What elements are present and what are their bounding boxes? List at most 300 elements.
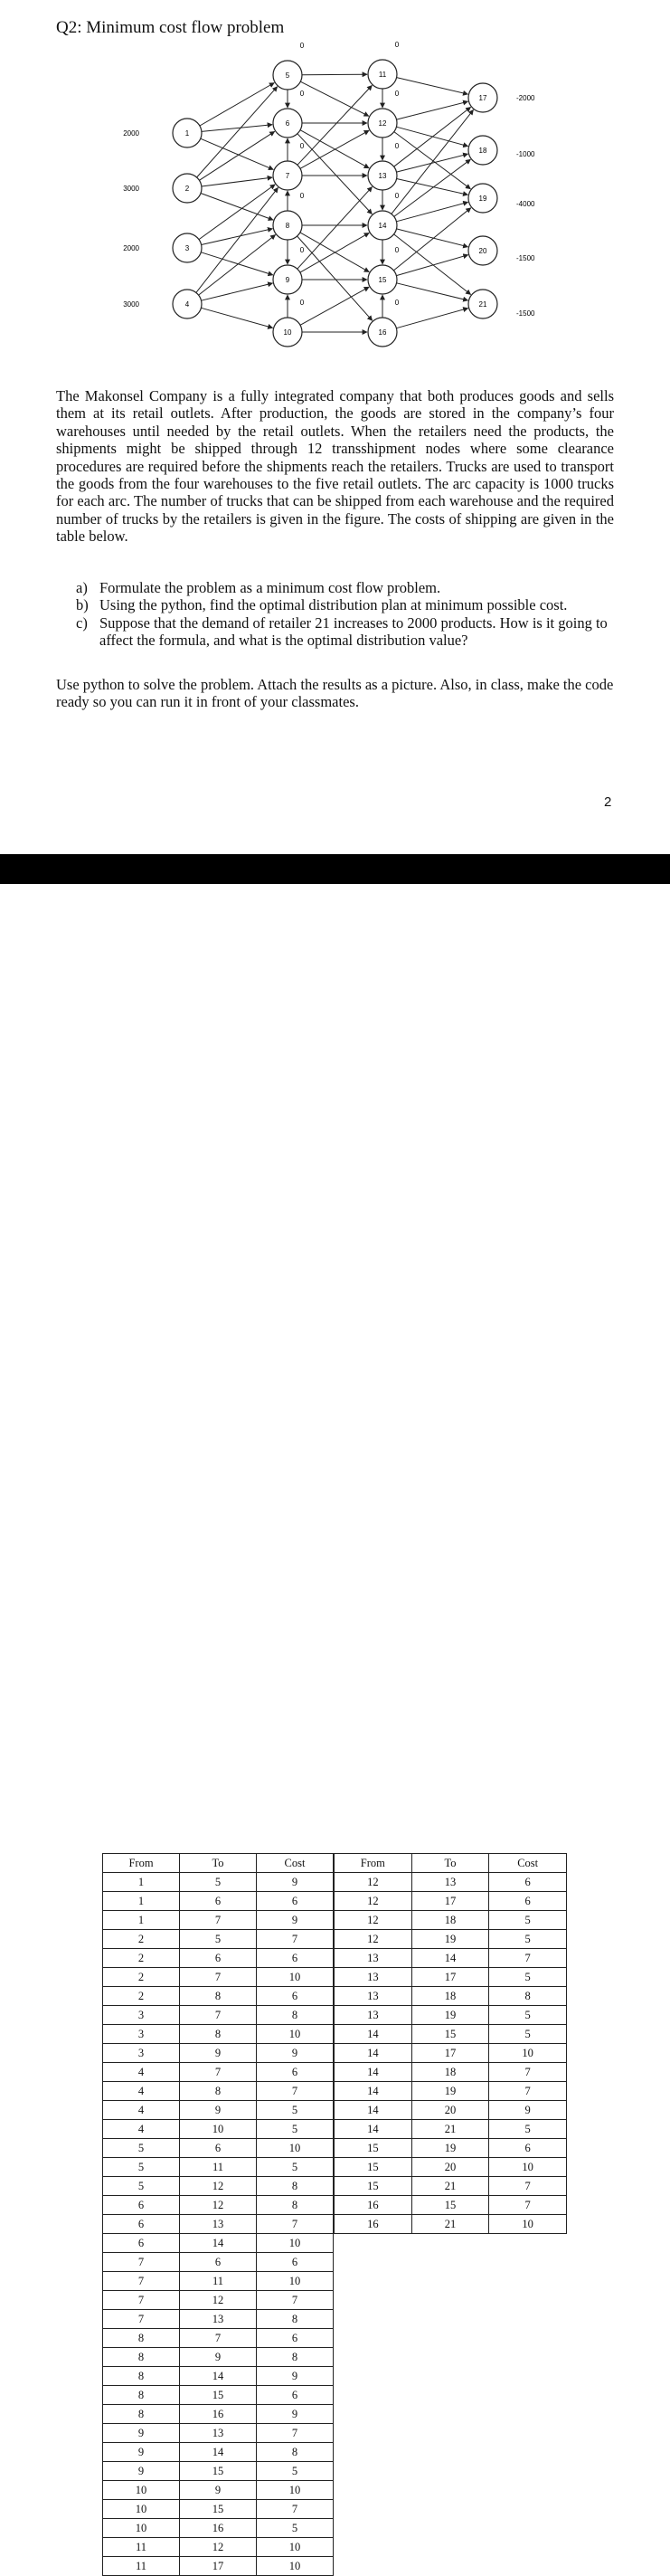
network-node [273, 192, 305, 240]
node-supply-label: 0 [299, 299, 305, 307]
cost-cell: 8 [257, 2443, 334, 2462]
table-row [335, 1949, 567, 1968]
to-cell: 18 [411, 1987, 489, 2006]
header-cost: Cost [257, 1854, 334, 1873]
node-supply-label: -1500 [516, 309, 535, 318]
cost-cell: 10 [257, 2025, 334, 2044]
table-row [103, 2329, 334, 2348]
network-node [368, 299, 400, 347]
network-arc [201, 194, 273, 221]
from-cell: 13 [335, 1968, 412, 1987]
network-arc [297, 236, 373, 320]
node-supply-label: 2000 [123, 244, 139, 252]
network-arc [396, 309, 467, 328]
to-cell: 6 [180, 2253, 257, 2272]
to-cell: 14 [411, 1949, 489, 1968]
cost-cell: 5 [489, 2025, 567, 2044]
node-supply-label: 0 [394, 299, 400, 307]
to-cell: 15 [411, 2025, 489, 2044]
cost-cell: 6 [257, 2063, 334, 2082]
question-item [76, 614, 615, 650]
cost-cell: 9 [257, 1873, 334, 1892]
table-row [335, 1892, 567, 1911]
to-cell: 7 [180, 2063, 257, 2082]
node-label: 2 [184, 185, 190, 193]
from-cell: 11 [103, 2557, 180, 2576]
table-header-row [335, 1854, 567, 1873]
network-arc [202, 177, 272, 186]
table-row [335, 2006, 567, 2025]
from-cell: 14 [335, 2044, 412, 2063]
network-arcs [196, 74, 474, 332]
page-separator-band [0, 854, 670, 884]
network-arc [302, 74, 367, 75]
node-supply-label: 0 [394, 142, 400, 150]
header-from: From [335, 1854, 412, 1873]
from-cell: 8 [103, 2386, 180, 2405]
cost-cell: 10 [257, 2272, 334, 2291]
table-row [103, 2367, 334, 2386]
from-cell: 2 [103, 1968, 180, 1987]
instructions-paragraph: Use python to solve the problem. Attach the results as a picture. Also, in class, make the code ready so you can run it in front of your classmates. [56, 676, 614, 711]
table-row [103, 2272, 334, 2291]
network-arc [392, 109, 474, 214]
table-row [103, 2120, 334, 2139]
document-page-top [0, 0, 670, 854]
cost-cell: 7 [257, 2424, 334, 2443]
to-cell: 12 [180, 2538, 257, 2557]
table-row [103, 2386, 334, 2405]
table-row [103, 1911, 334, 1930]
node-supply-label: 0 [394, 90, 400, 98]
to-cell: 15 [180, 2386, 257, 2405]
from-cell: 4 [103, 2063, 180, 2082]
from-cell: 1 [103, 1892, 180, 1911]
network-arc [201, 252, 272, 275]
node-label: 8 [285, 222, 290, 230]
network-node [123, 233, 202, 262]
node-label: 4 [184, 300, 190, 309]
network-arc [297, 85, 373, 165]
network-arc [202, 125, 272, 132]
network-node [468, 136, 535, 165]
from-cell: 3 [103, 2025, 180, 2044]
cost-cell: 7 [489, 2063, 567, 2082]
from-cell: 8 [103, 2348, 180, 2367]
node-label: 9 [285, 276, 290, 284]
table-row [103, 2310, 334, 2329]
table-header-row [103, 1854, 334, 1873]
network-node [123, 119, 202, 147]
from-cell: 5 [103, 2158, 180, 2177]
cost-cell: 10 [489, 2158, 567, 2177]
to-cell: 15 [180, 2500, 257, 2519]
to-cell: 13 [411, 1873, 489, 1892]
cost-cell: 7 [257, 1930, 334, 1949]
to-cell: 12 [180, 2196, 257, 2215]
node-supply-label: 0 [299, 246, 305, 254]
network-node [273, 142, 305, 190]
network-arc [396, 255, 467, 276]
table-row [103, 2139, 334, 2158]
to-cell: 19 [411, 2006, 489, 2025]
network-arc [397, 78, 468, 95]
cost-cell: 8 [257, 2177, 334, 2196]
table-row [335, 2215, 567, 2234]
to-cell: 8 [180, 2025, 257, 2044]
table-row [335, 2063, 567, 2082]
cost-cell: 7 [489, 2196, 567, 2215]
cost-cell: 5 [489, 2006, 567, 2025]
cost-cell: 5 [257, 2120, 334, 2139]
node-supply-label: -2000 [516, 94, 535, 102]
to-cell: 8 [180, 1987, 257, 2006]
cost-table-left-body [103, 1873, 334, 2576]
node-label: 16 [378, 328, 387, 337]
network-arc [202, 283, 273, 300]
from-cell: 2 [103, 1987, 180, 2006]
question-title: Q2: Minimum cost flow problem [56, 18, 285, 37]
to-cell: 9 [180, 2348, 257, 2367]
network-arc [297, 134, 373, 214]
cost-cell: 5 [257, 2101, 334, 2120]
cost-table-left [102, 1853, 334, 2576]
to-cell: 20 [411, 2101, 489, 2120]
node-supply-label: -1500 [516, 254, 535, 262]
to-cell: 9 [180, 2101, 257, 2120]
from-cell: 9 [103, 2443, 180, 2462]
table-row [335, 2082, 567, 2101]
node-label: 1 [184, 129, 190, 138]
network-node [468, 290, 535, 318]
from-cell: 8 [103, 2405, 180, 2424]
from-cell: 1 [103, 1911, 180, 1930]
to-cell: 21 [411, 2215, 489, 2234]
from-cell: 12 [335, 1892, 412, 1911]
cost-cell: 8 [257, 2006, 334, 2025]
table-row [335, 2101, 567, 2120]
network-node [273, 42, 305, 90]
table-row [335, 2044, 567, 2063]
network-arc [196, 187, 278, 292]
from-cell: 16 [335, 2196, 412, 2215]
to-cell: 21 [411, 2120, 489, 2139]
from-cell: 7 [103, 2291, 180, 2310]
to-cell: 19 [411, 1930, 489, 1949]
from-cell: 3 [103, 2006, 180, 2025]
cost-cell: 7 [489, 2082, 567, 2101]
network-node [123, 290, 202, 318]
header-to: To [411, 1854, 489, 1873]
from-cell: 1 [103, 1873, 180, 1892]
cost-cell: 6 [257, 1949, 334, 1968]
to-cell: 5 [180, 1930, 257, 1949]
from-cell: 4 [103, 2101, 180, 2120]
to-cell: 17 [411, 1892, 489, 1911]
table-row [103, 1930, 334, 1949]
cost-cell: 7 [489, 1949, 567, 1968]
from-cell: 12 [335, 1930, 412, 1949]
from-cell: 6 [103, 2196, 180, 2215]
from-cell: 2 [103, 1930, 180, 1949]
to-cell: 6 [180, 1949, 257, 1968]
to-cell: 13 [180, 2424, 257, 2443]
from-cell: 5 [103, 2177, 180, 2196]
table-row [103, 2405, 334, 2424]
cost-cell: 10 [257, 2538, 334, 2557]
cost-cell: 10 [257, 2557, 334, 2576]
question-label: b) [76, 596, 89, 614]
table-row [335, 1968, 567, 1987]
cost-cell: 6 [257, 2329, 334, 2348]
table-row [103, 2025, 334, 2044]
table-row [335, 1911, 567, 1930]
to-cell: 13 [180, 2215, 257, 2234]
from-cell: 16 [335, 2215, 412, 2234]
network-arc [202, 229, 273, 245]
network-arc [297, 187, 373, 270]
network-node [273, 90, 305, 138]
node-label: 17 [478, 94, 487, 102]
cost-cell: 5 [489, 1968, 567, 1987]
node-supply-label: 0 [299, 42, 305, 50]
table-row [103, 2500, 334, 2519]
question-text: Suppose that the demand of retailer 21 increases to 2000 products. How is it going to affect the formula, and what is the optimal distribution value? [99, 613, 608, 650]
from-cell: 4 [103, 2120, 180, 2139]
from-cell: 10 [103, 2519, 180, 2538]
table-row [103, 2158, 334, 2177]
table-row [335, 1930, 567, 1949]
from-cell: 13 [335, 1987, 412, 2006]
node-supply-label: 0 [299, 90, 305, 98]
from-cell: 2 [103, 1949, 180, 1968]
cost-cell: 5 [257, 2519, 334, 2538]
from-cell: 15 [335, 2158, 412, 2177]
node-supply-label: 0 [394, 192, 400, 200]
cost-cell: 7 [489, 2177, 567, 2196]
node-label: 21 [478, 300, 487, 309]
table-row [103, 2462, 334, 2481]
network-arc [397, 101, 468, 119]
node-label: 11 [378, 71, 387, 79]
table-row [335, 2120, 567, 2139]
page-number: 2 [604, 794, 612, 810]
header-cost: Cost [489, 1854, 567, 1873]
node-supply-label: -4000 [516, 200, 535, 208]
cost-cell: 10 [257, 2234, 334, 2253]
to-cell: 7 [180, 1911, 257, 1930]
cost-cell: 6 [489, 1873, 567, 1892]
from-cell: 8 [103, 2329, 180, 2348]
network-arc [199, 235, 276, 296]
network-arc [300, 81, 369, 116]
network-node [468, 83, 535, 112]
from-cell: 7 [103, 2253, 180, 2272]
from-cell: 7 [103, 2310, 180, 2329]
table-row [335, 1873, 567, 1892]
cost-cell: 5 [257, 2462, 334, 2481]
from-cell: 14 [335, 2025, 412, 2044]
network-node [468, 184, 535, 213]
table-row [103, 2557, 334, 2576]
from-cell: 14 [335, 2101, 412, 2120]
to-cell: 14 [180, 2367, 257, 2386]
header-to: To [180, 1854, 257, 1873]
cost-cell: 8 [257, 2196, 334, 2215]
network-arc [199, 185, 275, 240]
question-item [76, 579, 615, 596]
cost-cell: 6 [489, 2139, 567, 2158]
node-label: 10 [283, 328, 292, 337]
node-label: 19 [478, 195, 487, 203]
to-cell: 17 [411, 2044, 489, 2063]
to-cell: 9 [180, 2044, 257, 2063]
table-row [103, 2234, 334, 2253]
cost-cell: 5 [257, 2158, 334, 2177]
network-arc [394, 107, 471, 166]
from-cell: 4 [103, 2082, 180, 2101]
cost-cell: 7 [257, 2291, 334, 2310]
to-cell: 6 [180, 2139, 257, 2158]
table-row [335, 2177, 567, 2196]
question-label: c) [76, 613, 88, 632]
node-label: 15 [378, 276, 387, 284]
to-cell: 7 [180, 2329, 257, 2348]
network-node [273, 246, 305, 294]
from-cell: 13 [335, 1949, 412, 1968]
cost-cell: 7 [257, 2082, 334, 2101]
network-diagram [0, 34, 670, 360]
to-cell: 7 [180, 2006, 257, 2025]
to-cell: 18 [411, 2063, 489, 2082]
network-arc [393, 208, 470, 271]
node-supply-label: 0 [394, 246, 400, 254]
node-supply-label: 0 [299, 142, 305, 150]
cost-cell: 6 [257, 1892, 334, 1911]
cost-cell: 5 [489, 1911, 567, 1930]
table-row [103, 2424, 334, 2443]
table-row [335, 2196, 567, 2215]
to-cell: 14 [180, 2443, 257, 2462]
to-cell: 17 [180, 2557, 257, 2576]
to-cell: 6 [180, 1892, 257, 1911]
cost-cell: 9 [257, 2405, 334, 2424]
to-cell: 7 [180, 1968, 257, 1987]
table-row [103, 2044, 334, 2063]
network-node [123, 174, 202, 203]
network-node [273, 299, 305, 347]
to-cell: 5 [180, 1873, 257, 1892]
cost-cell: 5 [489, 2120, 567, 2139]
to-cell: 8 [180, 2082, 257, 2101]
table-row [103, 2481, 334, 2500]
network-arc [200, 83, 274, 127]
to-cell: 10 [180, 2120, 257, 2139]
network-arc [197, 87, 278, 177]
network-arc [397, 179, 468, 195]
to-cell: 15 [180, 2462, 257, 2481]
network-arc [199, 131, 274, 180]
cost-cell: 9 [489, 2101, 567, 2120]
from-cell: 14 [335, 2120, 412, 2139]
to-cell: 9 [180, 2481, 257, 2500]
network-node [368, 90, 400, 138]
from-cell: 10 [103, 2481, 180, 2500]
to-cell: 12 [180, 2291, 257, 2310]
from-cell: 12 [335, 1911, 412, 1930]
to-cell: 18 [411, 1911, 489, 1930]
node-label: 7 [285, 172, 290, 180]
from-cell: 9 [103, 2424, 180, 2443]
cost-cell: 9 [257, 2044, 334, 2063]
to-cell: 13 [180, 2310, 257, 2329]
to-cell: 19 [411, 2082, 489, 2101]
to-cell: 14 [180, 2234, 257, 2253]
to-cell: 11 [180, 2272, 257, 2291]
cost-cell: 10 [257, 2481, 334, 2500]
question-text: Using the python, find the optimal distribution plan at minimum possible cost. [99, 596, 568, 614]
to-cell: 17 [411, 1968, 489, 1987]
to-cell: 15 [411, 2196, 489, 2215]
cost-cell: 10 [489, 2044, 567, 2063]
from-cell: 5 [103, 2139, 180, 2158]
network-node [468, 236, 535, 265]
from-cell: 9 [103, 2462, 180, 2481]
table-row [103, 2253, 334, 2272]
table-row [103, 2215, 334, 2234]
table-row [103, 2082, 334, 2101]
cost-cell: 9 [257, 2367, 334, 2386]
table-row [103, 2443, 334, 2462]
node-supply-label: 3000 [123, 300, 139, 309]
cost-cell: 6 [489, 1892, 567, 1911]
from-cell: 14 [335, 2082, 412, 2101]
cost-cell: 6 [257, 2253, 334, 2272]
from-cell: 12 [335, 1873, 412, 1892]
table-row [335, 2158, 567, 2177]
table-row [103, 1873, 334, 1892]
table-row [335, 2139, 567, 2158]
table-row [103, 2063, 334, 2082]
node-label: 3 [184, 244, 190, 252]
from-cell: 15 [335, 2139, 412, 2158]
from-cell: 13 [335, 2006, 412, 2025]
table-row [103, 2101, 334, 2120]
question-label: a) [76, 579, 88, 596]
node-label: 20 [478, 247, 487, 255]
table-row [103, 1949, 334, 1968]
to-cell: 11 [180, 2158, 257, 2177]
cost-cell: 8 [257, 2348, 334, 2367]
to-cell: 21 [411, 2177, 489, 2196]
table-row [103, 2519, 334, 2538]
question-item [76, 596, 615, 613]
table-row [335, 1987, 567, 2006]
from-cell: 7 [103, 2272, 180, 2291]
cost-cell: 7 [257, 2500, 334, 2519]
table-row [103, 2348, 334, 2367]
network-arc [397, 229, 468, 247]
cost-cell: 10 [257, 2139, 334, 2158]
from-cell: 6 [103, 2215, 180, 2234]
cost-cell: 8 [489, 1987, 567, 2006]
cost-cell: 10 [489, 2215, 567, 2234]
cost-cell: 8 [257, 2310, 334, 2329]
table-row [103, 1987, 334, 2006]
to-cell: 12 [180, 2177, 257, 2196]
cost-cell: 10 [257, 1968, 334, 1987]
node-label: 13 [378, 172, 387, 180]
